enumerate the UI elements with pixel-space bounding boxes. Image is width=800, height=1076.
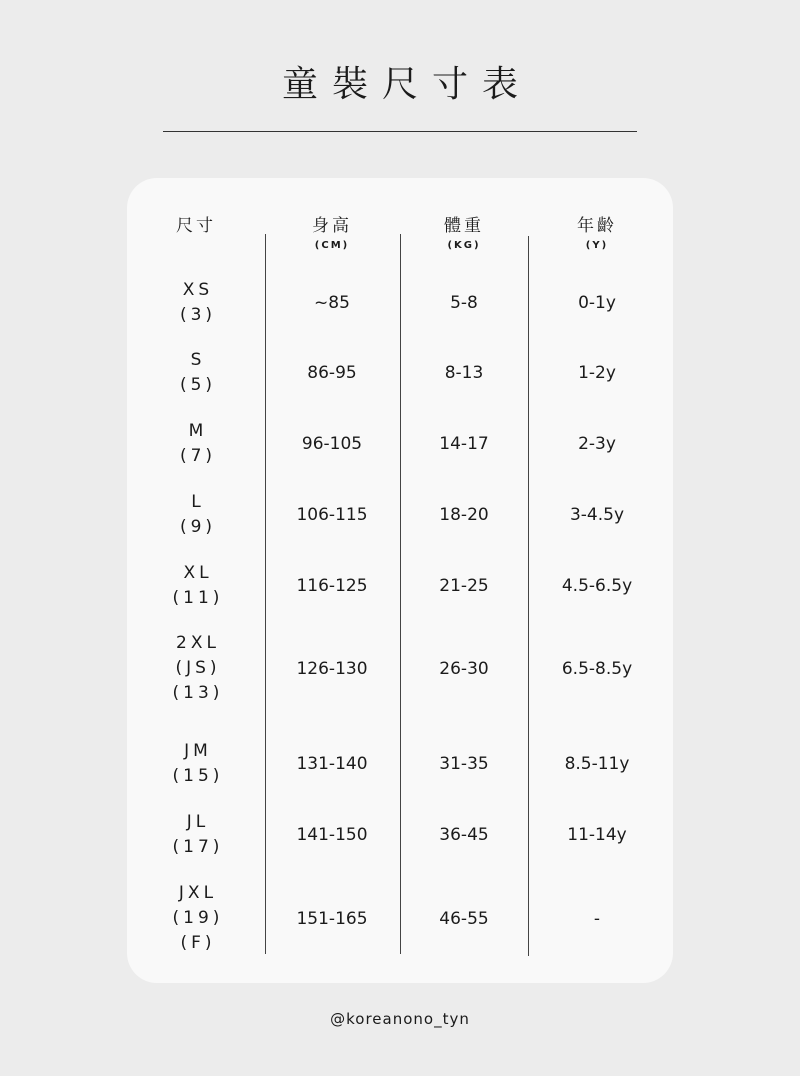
size-label: S — [190, 350, 206, 370]
header-age-label: 年齡 — [577, 216, 617, 236]
column-divider — [400, 234, 401, 954]
height-cell: 116-125 — [296, 576, 368, 596]
size-label: (JS) — [175, 658, 221, 678]
size-cell — [147, 419, 245, 469]
size-label: JXL — [178, 883, 218, 903]
header-weight — [409, 214, 519, 253]
height-cell: 96-105 — [301, 434, 363, 454]
size-cell — [147, 278, 245, 328]
age-cell: 4.5-6.5y — [561, 576, 633, 596]
weight-cell: 31-35 — [439, 754, 489, 774]
size-cell — [147, 490, 245, 540]
age-cell: - — [593, 908, 601, 929]
height-cell: 86-95 — [307, 363, 357, 383]
weight-cell: 46-55 — [439, 908, 489, 929]
weight-cell: 14-17 — [439, 434, 489, 454]
size-label: (9) — [179, 517, 217, 537]
header-height — [277, 214, 387, 253]
size-label: 2XL — [176, 633, 220, 653]
header-size — [147, 214, 245, 239]
size-label: JL — [186, 812, 210, 832]
size-label: (15) — [172, 766, 224, 786]
size-cell — [147, 739, 245, 789]
age-cell: 0-1y — [578, 293, 616, 313]
header-size-label: 尺寸 — [176, 216, 216, 236]
size-label: XL — [183, 563, 213, 583]
footer-handle: @koreanono_tyn — [330, 1010, 470, 1028]
weight-cell: 21-25 — [439, 576, 489, 596]
header-height-unit: (CM) — [314, 240, 350, 251]
size-label: (11) — [172, 588, 224, 608]
size-label: L — [191, 492, 205, 512]
page-title: 童裝尺寸表 — [281, 64, 532, 105]
size-cell — [147, 348, 245, 398]
size-cell — [147, 810, 245, 860]
size-cell — [147, 881, 245, 956]
header-height-label: 身高 — [312, 216, 352, 236]
title-divider — [163, 131, 637, 132]
header-weight-unit: (KG) — [447, 240, 481, 251]
header-age — [539, 214, 655, 253]
weight-cell: 36-45 — [439, 825, 489, 845]
header-weight-label: 體重 — [444, 216, 484, 236]
weight-cell: 8-13 — [444, 363, 484, 383]
size-label: (19) — [172, 908, 224, 928]
height-cell: 106-115 — [296, 505, 368, 525]
size-chart-card — [127, 178, 673, 983]
age-cell: 6.5-8.5y — [561, 658, 633, 679]
age-cell: 11-14y — [567, 825, 627, 845]
weight-cell: 18-20 — [439, 505, 489, 525]
column-divider — [528, 236, 529, 956]
size-label: (13) — [172, 683, 224, 703]
height-cell: 131-140 — [296, 754, 368, 774]
header-age-unit: (Y) — [585, 240, 609, 251]
height-cell: ~85 — [314, 293, 350, 313]
size-label: XS — [182, 280, 214, 300]
height-cell: 151-165 — [296, 908, 368, 929]
age-cell: 2-3y — [578, 434, 616, 454]
size-label: M — [188, 421, 208, 441]
age-cell: 8.5-11y — [564, 754, 630, 774]
size-label: JM — [184, 741, 212, 761]
size-label: (7) — [179, 446, 217, 466]
size-label: (5) — [179, 375, 217, 395]
size-cell — [147, 631, 245, 706]
size-label: (3) — [179, 305, 217, 325]
age-cell: 3-4.5y — [569, 505, 625, 525]
size-label: (17) — [172, 837, 224, 857]
weight-cell: 26-30 — [439, 658, 489, 679]
weight-cell: 5-8 — [450, 293, 478, 313]
size-label: (F) — [180, 933, 216, 953]
height-cell: 126-130 — [296, 658, 368, 679]
column-divider — [265, 234, 266, 954]
size-cell — [147, 561, 245, 611]
age-cell: 1-2y — [578, 363, 616, 383]
height-cell: 141-150 — [296, 825, 368, 845]
